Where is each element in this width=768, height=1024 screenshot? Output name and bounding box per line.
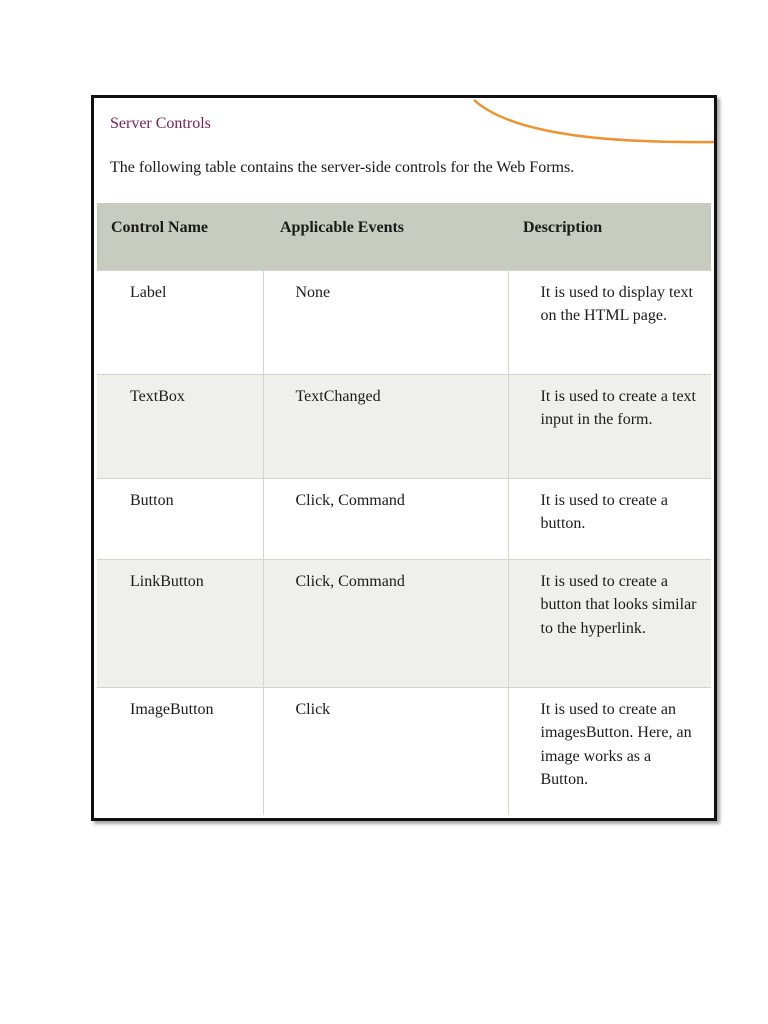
table-row (97, 374, 711, 478)
header-description: Description (508, 203, 711, 270)
section-title: Server Controls (110, 115, 211, 132)
swoosh-curve (474, 100, 714, 142)
cell-applicable-events: Click, Command (263, 559, 508, 687)
cell-control-name: TextBox (97, 374, 263, 478)
intro-text: The following table contains the server-side controls for the Web Forms. (110, 159, 575, 176)
table-header-row (97, 203, 711, 270)
cell-control-name: LinkButton (97, 559, 263, 687)
cell-applicable-events: Click (263, 687, 508, 815)
cell-description: It is used to create a button that looks similar to the hyperlink. (508, 559, 711, 687)
cell-control-name: Button (97, 478, 263, 559)
cell-description: It is used to create a text input in the form. (508, 374, 711, 478)
header-control-name: Control Name (97, 203, 263, 270)
header-applicable-events: Applicable Events (263, 203, 508, 270)
cell-control-name: Label (97, 270, 263, 374)
table-row (97, 559, 711, 687)
cell-description: It is used to create an imagesButton. Here, an image works as a Button. (508, 687, 711, 815)
table-row (97, 687, 711, 815)
cell-control-name: ImageButton (97, 687, 263, 815)
cell-applicable-events: Click, Command (263, 478, 508, 559)
cell-applicable-events: None (263, 270, 508, 374)
server-controls-table (97, 203, 711, 815)
cell-applicable-events: TextChanged (263, 374, 508, 478)
cell-description: It is used to display text on the HTML page. (508, 270, 711, 374)
document-frame (91, 95, 717, 821)
table-row (97, 270, 711, 374)
table-row (97, 478, 711, 559)
cell-description: It is used to create a button. (508, 478, 711, 559)
